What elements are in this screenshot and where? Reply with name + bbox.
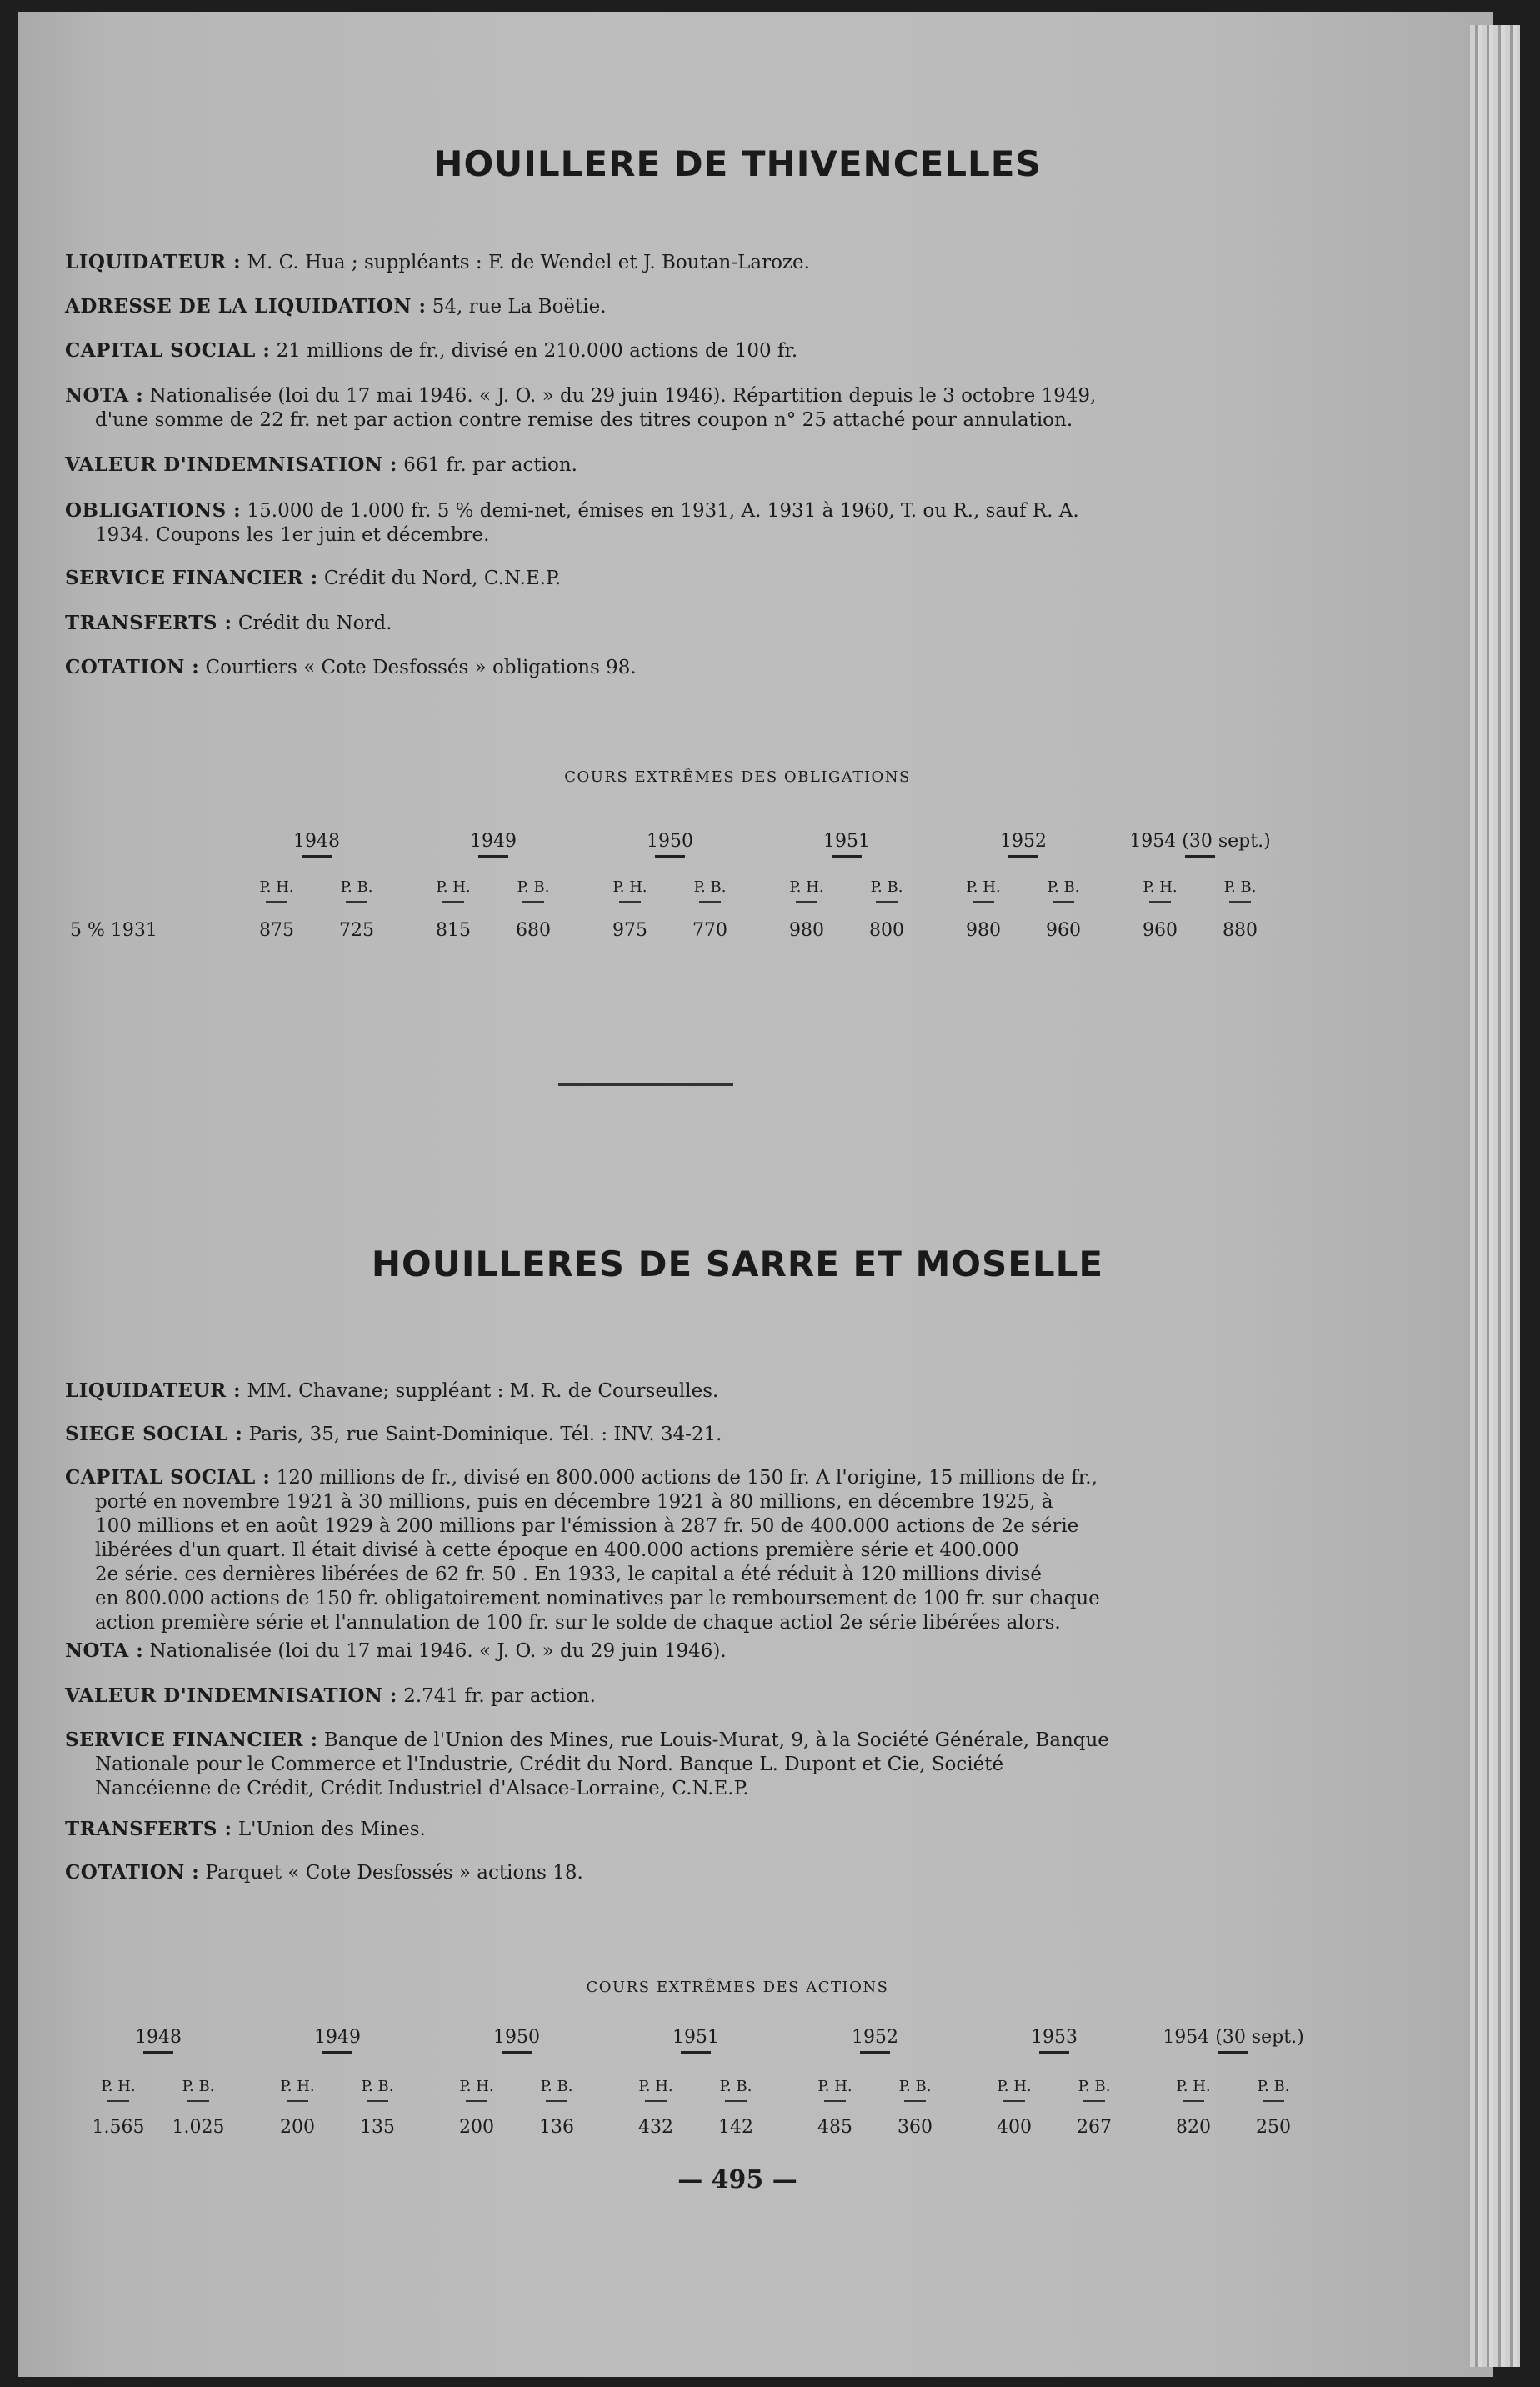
year-header: 1952 [940,831,1107,858]
year-header: 1949 [410,831,577,858]
year-header: 1951 [763,831,930,858]
year-header: 1952 [792,2027,958,2054]
plus-bas-header: P. B. [169,2078,228,2102]
price-low-cell: 136 [539,2117,574,2138]
price-high-cell: 815 [436,920,471,941]
price-high-cell: 200 [280,2117,315,2138]
section-separator [558,1083,733,1086]
price-high-cell: 400 [997,2117,1032,2138]
price-low-cell: 1.025 [172,2117,225,2138]
price-high-cell: 200 [459,2117,494,2138]
row-label: 5 % 1931 [70,920,158,941]
s2-service: SERVICE FINANCIER : Banque de l'Union des Mines, rue Louis-Murat, 9, à la Société Générale, Banque Nationale pour le Commerce et l'Industrie, Crédit du Nord. Banque L. Dupont et Cie, Société Nancéienne de Crédit, Crédit Industriel d'Alsace-Lorraine, C.N.E.P. [65,1729,1109,1799]
plus-bas-header: P. B. [328,878,386,903]
price-low-cell: 960 [1046,920,1081,941]
plus-bas-header: P. B. [528,2078,586,2102]
year-header: 1950 [433,2027,600,2054]
year-header: 1951 [612,2027,779,2054]
price-low-cell: 880 [1222,920,1258,941]
price-low-cell: 267 [1077,2117,1112,2138]
plus-haut-header: P. H. [1164,2078,1222,2102]
plus-haut-header: P. H. [89,2078,148,2102]
year-header: 1950 [587,831,753,858]
plus-bas-header: P. B. [681,878,739,903]
plus-haut-header: P. H. [424,878,482,903]
price-high-cell: 960 [1142,920,1178,941]
s2-valeur: VALEUR D'INDEMNISATION : 2.741 fr. par action. [65,1684,596,1707]
s1-liquidateur: LIQUIDATEUR : M. C. Hua ; suppléants : F. de Wendel et J. Boutan-Laroze. [65,251,810,273]
year-header: 1948 [233,831,400,858]
s2-table-title: COURS EXTRÊMES DES ACTIONS [586,1979,889,1996]
s2-transferts: TRANSFERTS : L'Union des Mines. [65,1818,426,1840]
price-low-cell: 135 [360,2117,395,2138]
s2-cotation: COTATION : Parquet « Cote Desfossés » actions 18. [65,1861,583,1884]
book-page-edge [1470,25,1520,2367]
year-header: 1949 [254,2027,421,2054]
plus-haut-header: P. H. [248,878,306,903]
plus-bas-header: P. B. [1244,2078,1302,2102]
plus-haut-header: P. H. [806,2078,864,2102]
s1-cotation: COTATION : Courtiers « Cote Desfossés » obligations 98. [65,656,637,678]
s1-table-title: COURS EXTRÊMES DES OBLIGATIONS [564,768,911,786]
s1-valeur: VALEUR D'INDEMNISATION : 661 fr. par action. [65,453,578,476]
plus-bas-header: P. B. [348,2078,407,2102]
price-high-cell: 485 [818,2117,852,2138]
price-high-cell: 980 [966,920,1001,941]
price-high-cell: 980 [789,920,824,941]
plus-haut-header: P. H. [1131,878,1189,903]
s1-adresse: ADRESSE DE LA LIQUIDATION : 54, rue La Boëtie. [65,295,607,318]
page-number: — 495 — [678,2165,798,2194]
year-header: 1953 [971,2027,1138,2054]
plus-haut-header: P. H. [985,2078,1043,2102]
price-high-cell: 432 [638,2117,673,2138]
price-low-cell: 770 [692,920,728,941]
s2-liquidateur: LIQUIDATEUR : MM. Chavane; suppléant : M. R. de Courseulles. [65,1379,719,1402]
price-low-cell: 250 [1256,2117,1291,2138]
plus-haut-header: P. H. [778,878,836,903]
s1-service: SERVICE FINANCIER : Crédit du Nord, C.N.E.P. [65,567,562,589]
plus-bas-header: P. B. [707,2078,765,2102]
price-low-cell: 725 [339,920,374,941]
price-high-cell: 975 [612,920,648,941]
plus-haut-header: P. H. [448,2078,506,2102]
s1-obligations: OBLIGATIONS : 15.000 de 1.000 fr. 5 % demi-net, émises en 1931, A. 1931 à 1960, T. ou R., sauf R. A. 1934. Coupons les 1er juin et décembre. [65,499,1079,546]
s1-transferts: TRANSFERTS : Crédit du Nord. [65,612,392,634]
plus-haut-header: P. H. [268,2078,327,2102]
plus-haut-header: P. H. [601,878,659,903]
s2-capital: CAPITAL SOCIAL : 120 millions de fr., divisé en 800.000 actions de 150 fr. A l'origine, 15 millions de fr., porté en novembre 1921 à 30 millions, puis en décembre 1921 à 80 millions, en décembre 1925, à 100 millions et en août 1929 à 200 millions par l'émission à 287 fr. 50 de 400.000 actions de 2e série libérées d'un quart. Il était divisé à cette époque en 400.000 actions première série et 400.000 2e série. ces dernières libérées de 62 fr. 50 . En 1933, le capital a été réduit à 120 millions divisé en 800.000 actions de 150 fr. obligatoirement nominatives par le remboursement de 100 fr. sur chaque action première série et l'annulation de 100 fr. sur le solde de chaque actiol 2e série libérées alors. [65,1466,1100,1634]
plus-bas-header: P. B. [886,2078,944,2102]
plus-bas-header: P. B. [1034,878,1092,903]
price-low-cell: 680 [516,920,551,941]
plus-bas-header: P. B. [1065,2078,1123,2102]
plus-bas-header: P. B. [504,878,562,903]
page-sheet [18,12,1493,2377]
year-header: 1954 (30 sept.) [1150,2027,1317,2054]
plus-haut-header: P. H. [627,2078,685,2102]
s1-capital: CAPITAL SOCIAL : 21 millions de fr., divisé en 210.000 actions de 100 fr. [65,339,798,362]
plus-bas-header: P. B. [858,878,916,903]
plus-bas-header: P. B. [1211,878,1269,903]
price-high-cell: 820 [1176,2117,1211,2138]
plus-haut-header: P. H. [954,878,1012,903]
price-low-cell: 142 [718,2117,753,2138]
price-high-cell: 1.565 [92,2117,145,2138]
price-low-cell: 360 [898,2117,932,2138]
price-low-cell: 800 [869,920,904,941]
s1-nota: NOTA : Nationalisée (loi du 17 mai 1946. « J. O. » du 29 juin 1946). Répartition depuis le 3 octobre 1949, d'une somme de 22 fr. net par action contre remise des titres coupon n° 25 attaché pour annulation. [65,384,1097,431]
s2-nota: NOTA : Nationalisée (loi du 17 mai 1946. « J. O. » du 29 juin 1946). [65,1639,727,1662]
section1-title: HOUILLERE DE THIVENCELLES [433,143,1042,184]
section2-title: HOUILLERES DE SARRE ET MOSELLE [371,1244,1104,1284]
year-header: 1948 [75,2027,242,2054]
s2-siege: SIEGE SOCIAL : Paris, 35, rue Saint-Dominique. Tél. : INV. 34-21. [65,1423,722,1445]
year-header: 1954 (30 sept.) [1117,831,1283,858]
price-high-cell: 875 [259,920,294,941]
